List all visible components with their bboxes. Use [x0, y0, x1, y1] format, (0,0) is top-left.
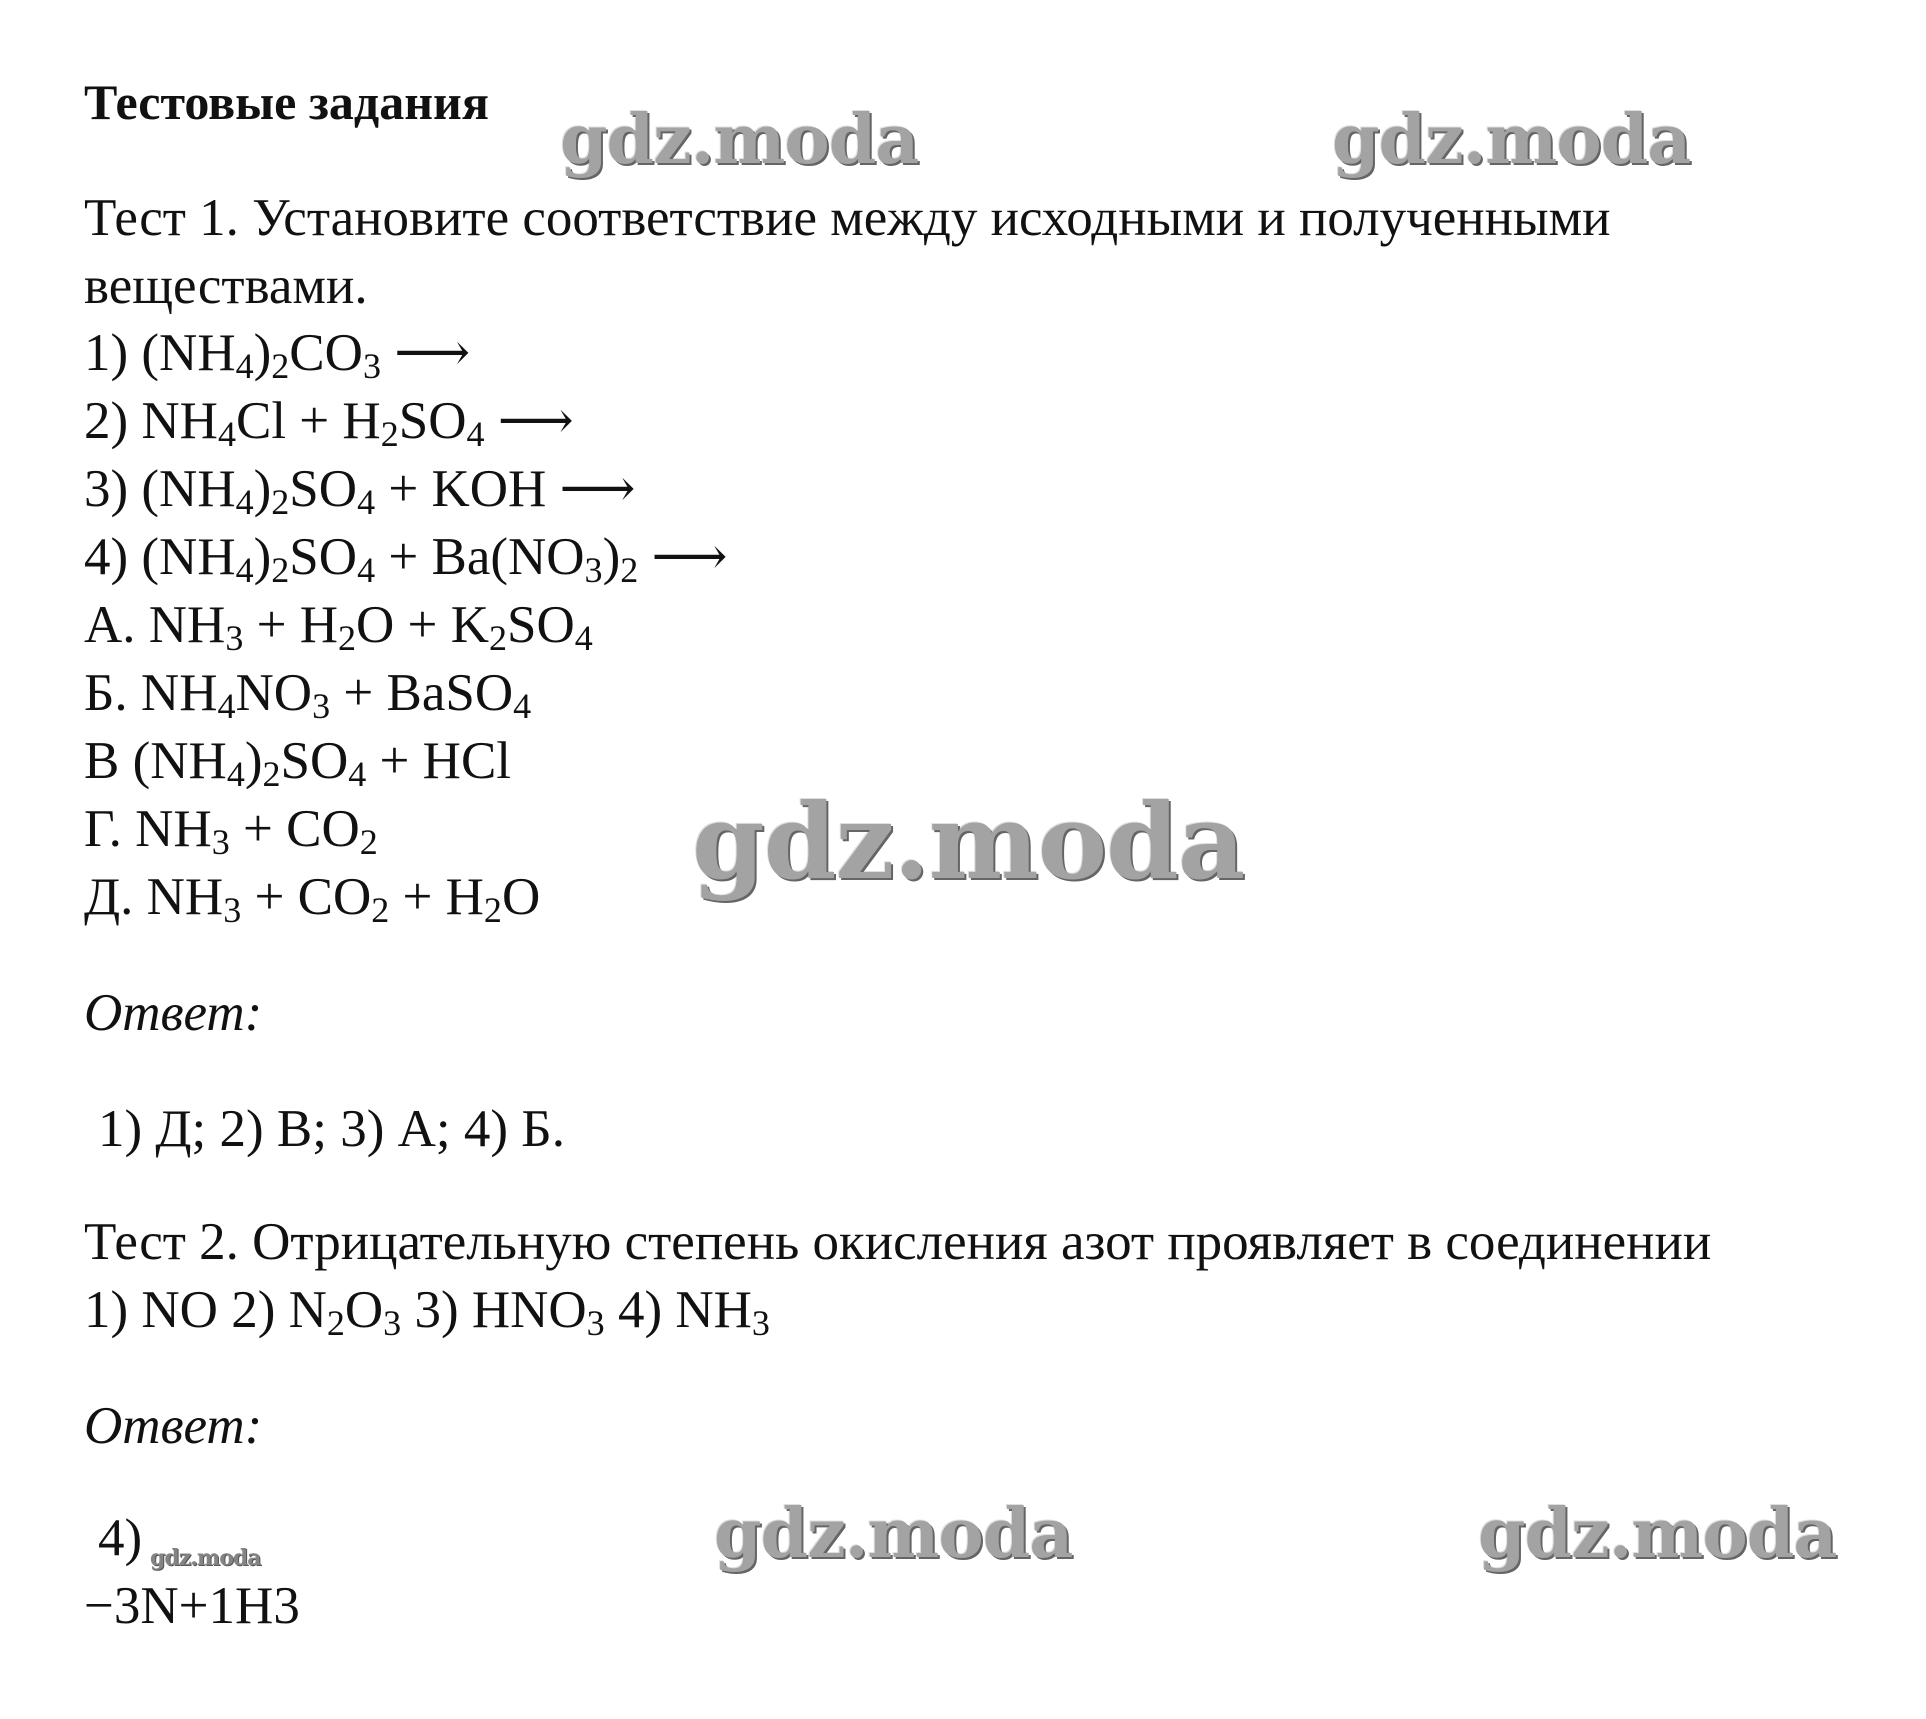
test1-option-b: Б. $NH_4NO_3$ + BaSO$_4$ — [84, 664, 532, 726]
watermark-logo: gdz.moda — [692, 780, 1245, 903]
watermark-logo: gdz.moda — [1478, 1494, 1837, 1574]
test1-option-d: Д. $NH_3 + CO_2 + H_2O$ — [84, 868, 541, 930]
test2-question: Тест 2. Отрицательную степень окисления азот проявляет в соединении — [84, 1213, 1712, 1271]
test2-answer-formula: −3N+1H3 — [84, 1577, 300, 1635]
test1-item-2: 2) $NH_4Cl + H_2SO_4$ ⟶ — [84, 392, 574, 454]
test1-item-4: 4) $(NH_4)_2SO_4 + Ba(NO_3)_2$ ⟶ — [84, 528, 728, 590]
test1-item-1: 1) $(NH_4)_2CO_3$ ⟶ — [84, 324, 471, 386]
test1-answer: 1) Д; 2) В; 3) А; 4) Б. — [98, 1100, 565, 1158]
test1-item-3: 3) $(NH_4)_2SO_4$ + KOH ⟶ — [84, 460, 636, 522]
test1-question-line2: веществами. — [84, 257, 368, 315]
section-heading: Тестовые задания — [84, 74, 489, 130]
test2-answer-label: Ответ: — [84, 1397, 263, 1455]
test1-question-line1: Тест 1. Установите соответствие между исходными и полученными — [84, 189, 1611, 247]
test1-option-a: А. $NH_3 + H_2O + K_2SO_4$ — [84, 596, 593, 658]
test1-answer-label: Ответ: — [84, 984, 263, 1042]
watermark-logo: gdz.moda — [560, 100, 919, 180]
watermark-logo: gdz.moda — [1332, 100, 1691, 180]
test1-option-g: Г. $NH_3 + CO_2$ — [84, 800, 378, 862]
test1-option-v: В $(NH_4)_2SO_4$ + HCl — [84, 732, 512, 794]
watermark-logo: gdz.moda — [714, 1494, 1073, 1574]
test2-options: 1) NO 2) $N_2O_3$ 3) $HNO_3$ 4) $NH_3$ — [84, 1281, 770, 1343]
watermark-logo: gdz.moda — [150, 1545, 261, 1571]
test2-answer: 4) — [98, 1509, 143, 1567]
